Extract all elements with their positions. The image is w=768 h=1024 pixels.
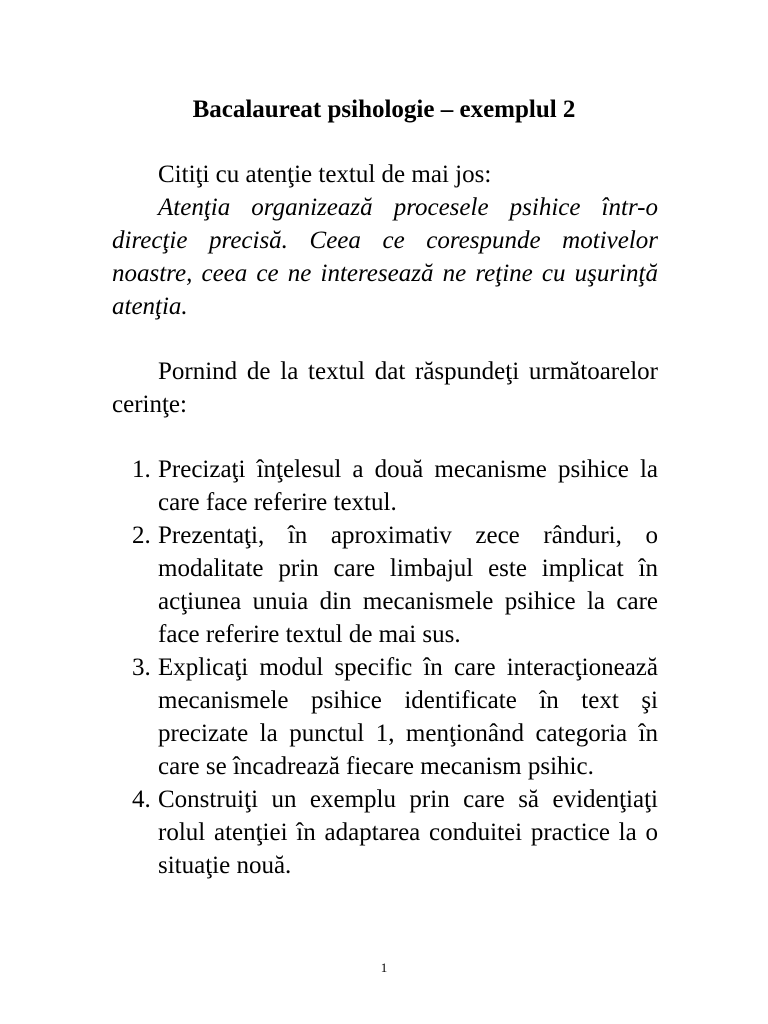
task-text: Construiţi un exemplu prin care să evidenţiaţi rolul atenţiei în adaptarea conduitei practice la o situaţie nouă. [158, 786, 658, 879]
task-item [112, 453, 658, 519]
quoted-text: Atenţia organizează procesele psihice într-o direcţie precisă. Ceea ce corespunde motivelor noastre, ceea ce ne interesează ne reţine cu uşurinţă atenţia. [112, 194, 658, 320]
task-number: 1. [132, 456, 151, 483]
page-number: 1 [380, 960, 388, 975]
task-prompt: Pornind de la textul dat răspundeţi următoarelor cerinţe: [112, 358, 658, 418]
task-list [112, 453, 658, 882]
task-item [112, 519, 658, 651]
task-item [112, 783, 658, 882]
task-text: Explicaţi modul specific în care interacţionează mecanismele psihice identificate în text şi precizate la punctul 1, menţionând categoria în care se încadrează fiecare mecanism psihic. [158, 654, 658, 780]
intro-section [112, 158, 658, 323]
task-number: 4. [132, 786, 151, 813]
page-title: Bacalaureat psihologie – exemplul 2 [192, 96, 576, 123]
task-text: Precizaţi înţelesul a două mecanisme psihice la care face referire textul. [158, 456, 658, 516]
task-text: Prezentaţi, în aproximativ zece rânduri, o modalitate prin care limbajul este implicat în acţiunea unuia din mecanismele psihice la care face referire textul de mai sus. [158, 522, 658, 648]
task-item [112, 651, 658, 783]
instruction-text: Citiţi cu atenţie textul de mai jos: [158, 161, 492, 188]
task-number: 3. [132, 654, 151, 681]
task-number: 2. [132, 522, 151, 549]
